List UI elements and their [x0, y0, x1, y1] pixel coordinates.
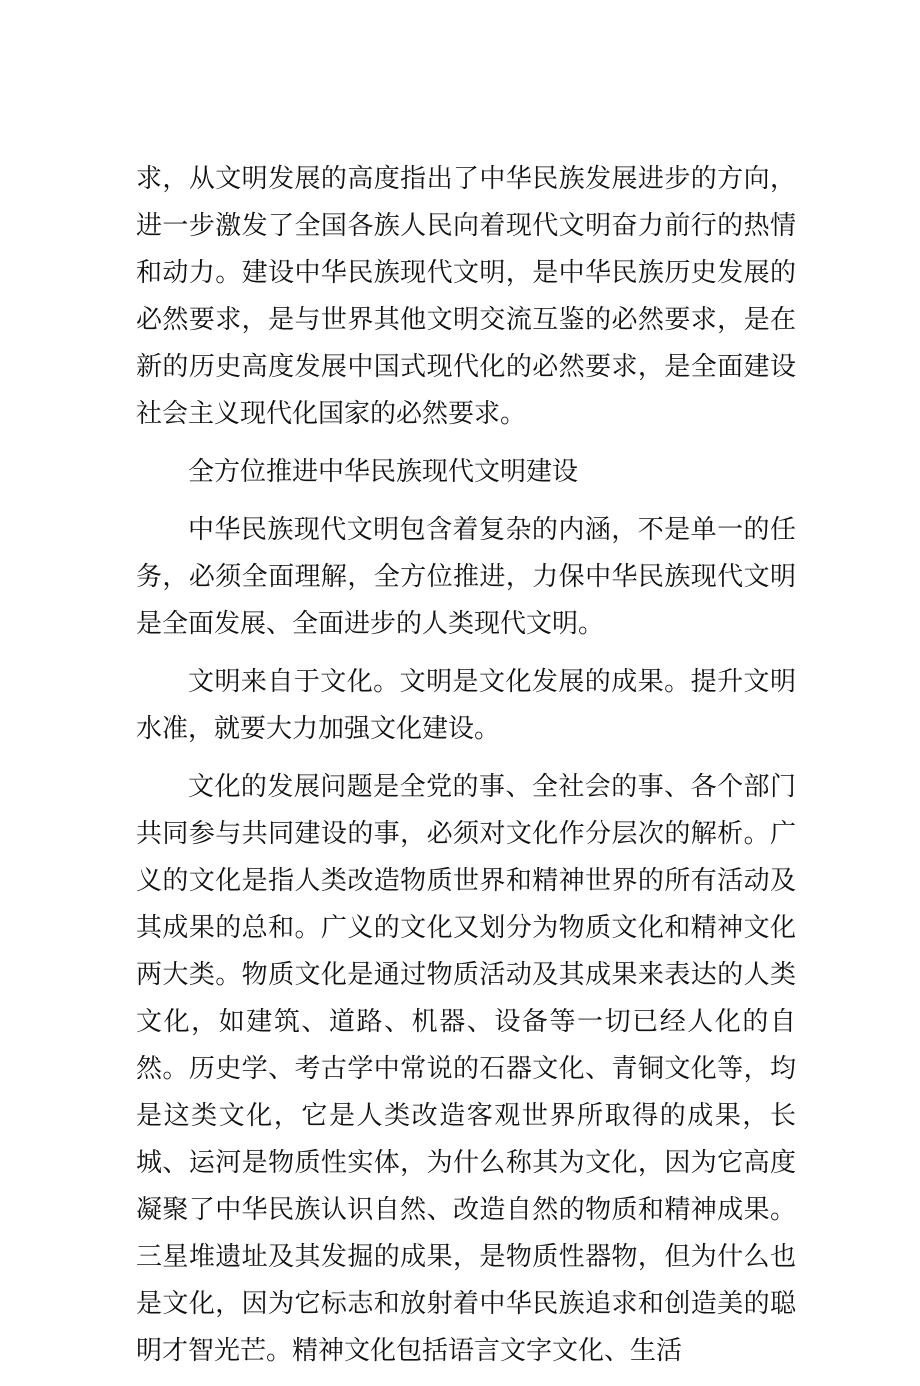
paragraph: 文化的发展问题是全党的事、全社会的事、各个部门共同参与共同建设的事，必须对文化作分层次的解析。广义的文化是指人类改造物质世界和精神世界的所有活动及其成果的总和。广义的文化又划分为物质文化和精神文化两大类。物质文化是通过物质活动及其成果来表达的人类文化，如建筑、道路、机器、设备等一切已经人化的自然。历史学、考古学中常说的石器文化、青铜文化等，均是这类文化，它是人类改造客观世界所取得的成果，长城、运河是物质性实体，为什么称其为文化，因为它高度凝聚了中华民族认识自然、改造自然的物质和精神成果。三星堆遗址及其发掘的成果，是物质性器物，但为什么也是文化，因为它标志和放射着中华民族追求和创造美的聪明才智光芒。精神文化包括语言文字文化、生活 [136, 772, 796, 1366]
section-heading: 全方位推进中华民族现代文明建设 [188, 457, 579, 487]
document-body [136, 156, 796, 1386]
paragraph-continuation: 求，从文明发展的高度指出了中华民族发展进步的方向，进一步激发了全国各族人民向着现代文明奋力前行的热情和动力。建设中华民族现代文明，是中华民族历史发展的必然要求，是与世界其他文明交流互鉴的必然要求，是在新的历史高度发展中国式现代化的必然要求，是全面建设社会主义现代化国家的必然要求。 [136, 164, 796, 429]
paragraph: 文明来自于文化。文明是文化发展的成果。提升文明水准，就要大力加强文化建设。 [136, 667, 796, 744]
paragraph: 中华民族现代文明包含着复杂的内涵，不是单一的任务，必须全面理解，全方位推进，力保中华民族现代文明是全面发展、全面进步的人类现代文明。 [136, 515, 796, 639]
